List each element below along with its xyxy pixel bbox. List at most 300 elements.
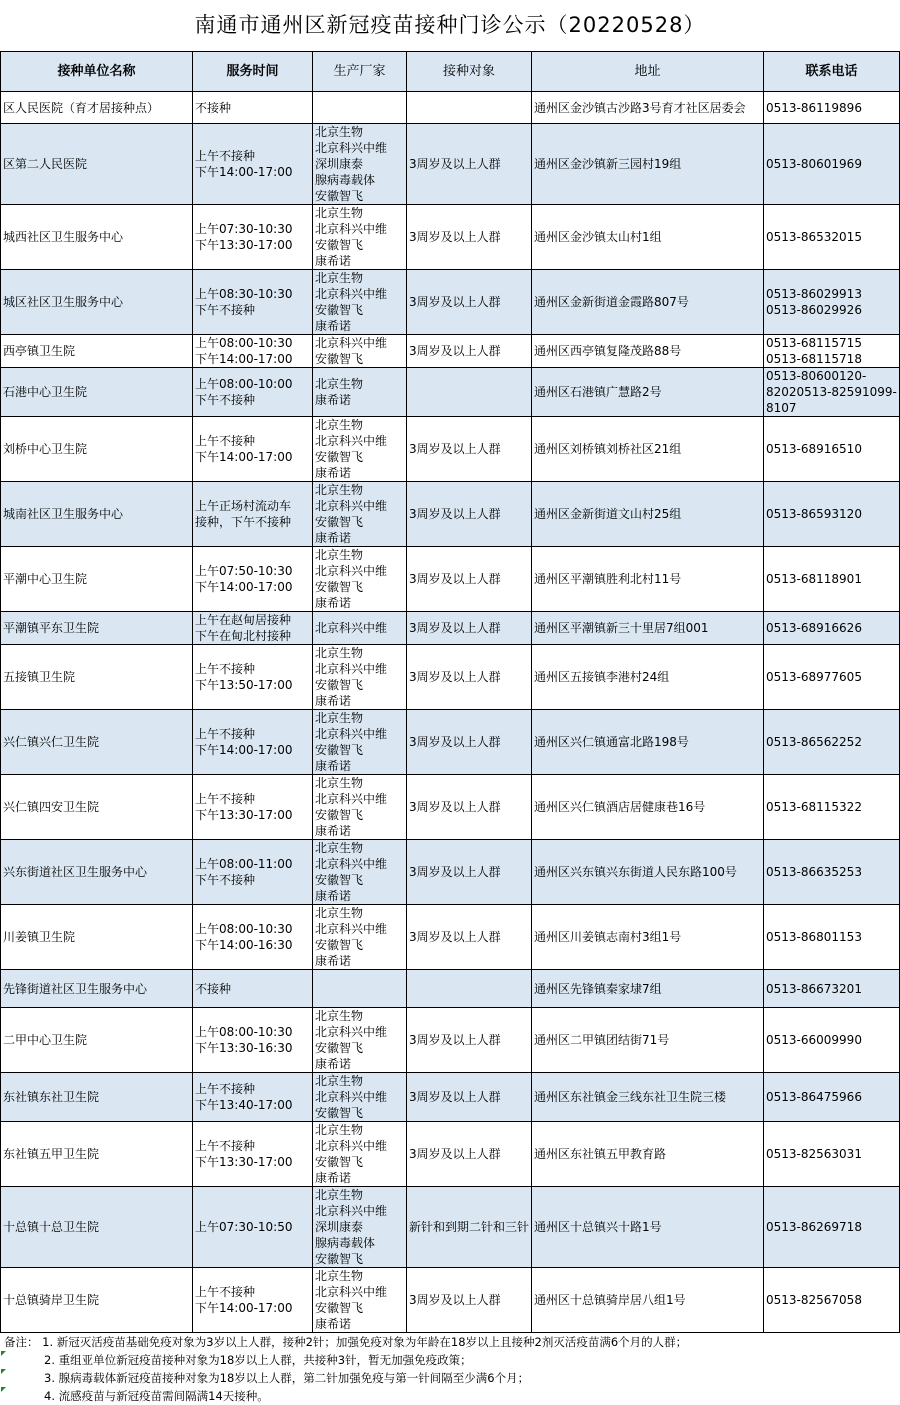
service-time-line: 下午14:00-17:00 [195,450,293,464]
phone-line: 0513-86562252 [766,735,862,749]
service-time [193,710,313,775]
manufacturers [313,775,407,840]
table-row [1,368,900,417]
target-group: 新针和到期二针和三针 [407,1187,532,1268]
manufacturers-line: 安徽智飞 [315,1301,364,1315]
address: 通州区东社镇金三线东社卫生院三楼 [532,1073,764,1122]
service-time-line: 上午不接种 [195,1139,256,1153]
target-group: 3周岁及以上人群 [407,645,532,710]
table-row [1,1122,900,1187]
service-time [193,205,313,270]
phone [764,840,900,905]
header-unit-name: 接种单位名称 [1,52,193,92]
manufacturers-line: 北京生物 [315,646,364,660]
phone [764,710,900,775]
note-item [0,1351,900,1369]
service-time-line: 下午13:30-17:00 [195,808,293,822]
phone [764,335,900,368]
manufacturers-line: 北京科兴中维 [315,1285,388,1299]
service-time [193,368,313,417]
service-time-line: 下午在甸北村接种 [195,629,292,643]
manufacturers-line: 安徽智飞 [315,450,364,464]
note-text: 4. 流感疫苗与新冠疫苗需间隔满14天接种。 [44,1389,269,1403]
unit-name: 东社镇五甲卫生院 [1,1122,193,1187]
target-group: 3周岁及以上人群 [407,335,532,368]
phone-line: 82020513-82591099- [766,385,897,399]
manufacturers-line: 安徽智飞 [315,938,364,952]
page-title: 南通市通州区新冠疫苗接种门诊公示（20220528） [194,13,706,37]
table-row [1,482,900,547]
manufacturers-line: 北京科兴中维 [315,1139,388,1153]
manufacturers [313,645,407,710]
manufacturers-line: 安徽智飞 [315,808,364,822]
unit-name: 兴仁镇四安卫生院 [1,775,193,840]
address: 通州区五接镇李港村24组 [532,645,764,710]
manufacturers-line: 康希诺 [315,824,352,838]
service-time [193,270,313,335]
manufacturers [313,905,407,970]
phone [764,1008,900,1073]
service-time [193,1073,313,1122]
address: 通州区二甲镇团结街71号 [532,1008,764,1073]
target-group: 3周岁及以上人群 [407,482,532,547]
table-row [1,335,900,368]
manufacturers-line: 安徽智飞 [315,1155,364,1169]
manufacturers-line: 康希诺 [315,889,352,903]
manufacturers [313,205,407,270]
manufacturers-line: 安徽智飞 [315,1106,364,1120]
manufacturers-line: 腺病毒载体 [315,1236,376,1250]
service-time [193,92,313,124]
manufacturers-line: 北京科兴中维 [315,1090,388,1104]
manufacturers-line: 北京生物 [315,1188,364,1202]
service-time [193,1268,313,1333]
service-time-line: 不接种 [195,100,232,115]
phone-line: 0513-86801153 [766,930,862,944]
phone-line: 8107 [766,401,797,415]
address: 通州区西亭镇复隆茂路88号 [532,335,764,368]
manufacturers-line: 安徽智飞 [315,743,364,757]
manufacturers [313,612,407,645]
manufacturers-line: 北京科兴中维 [315,857,388,871]
address: 通州区金沙镇古沙路3号育才社区居委会 [532,92,764,124]
unit-name: 石港中心卫生院 [1,368,193,417]
table-row [1,840,900,905]
target-group: 3周岁及以上人群 [407,124,532,205]
manufacturers [313,92,407,124]
manufacturers [313,270,407,335]
phone-line: 0513-86673201 [766,981,862,996]
manufacturers-line: 康希诺 [315,694,352,708]
table-row [1,547,900,612]
unit-name: 区第二人民医院 [1,124,193,205]
unit-name: 先锋街道社区卫生服务中心 [1,970,193,1008]
phone-line: 0513-86532015 [766,230,862,244]
address: 通州区金新街道文山村25组 [532,482,764,547]
manufacturers [313,1008,407,1073]
manufacturers-line: 北京生物 [315,377,364,391]
table-row [1,710,900,775]
target-group: 3周岁及以上人群 [407,840,532,905]
manufacturers-line: 康希诺 [315,954,352,968]
manufacturers [313,970,407,1008]
service-time [193,335,313,368]
table-row [1,270,900,335]
cell-marker-icon [1,1369,6,1374]
phone [764,970,900,1008]
unit-name: 平潮镇平东卫生院 [1,612,193,645]
service-time-line: 下午14:00-17:00 [195,580,293,594]
manufacturers-line: 北京科兴中维 [315,922,388,936]
phone [764,1187,900,1268]
manufacturers-line: 安徽智飞 [315,238,364,252]
manufacturers [313,1187,407,1268]
manufacturers-line: 安徽智飞 [315,189,364,203]
table-header-row [1,52,900,92]
unit-name: 东社镇东社卫生院 [1,1073,193,1122]
phone-line: 0513-86593120 [766,507,862,521]
address: 通州区金沙镇新三园村19组 [532,124,764,205]
phone [764,270,900,335]
manufacturers [313,1073,407,1122]
manufacturers-line: 康希诺 [315,319,352,333]
service-time-line: 下午13:50-17:00 [195,678,293,692]
phone-line: 0513-86029913 [766,287,862,301]
service-time-line: 下午14:00-17:00 [195,743,293,757]
service-time [193,905,313,970]
note-item [0,1369,900,1387]
service-time-line: 上午07:50-10:30 [195,564,293,578]
unit-name: 城区社区卫生服务中心 [1,270,193,335]
manufacturers-line: 北京科兴中维 [315,792,388,806]
manufacturers-line: 康希诺 [315,393,352,407]
manufacturers-line: 安徽智飞 [315,1252,364,1266]
phone-line: 0513-86475966 [766,1090,862,1104]
service-time [193,840,313,905]
note-item [0,1387,900,1405]
phone-line: 0513-80600120- [766,369,867,383]
phone-line: 0513-68916626 [766,621,862,635]
manufacturers-line: 安徽智飞 [315,1041,364,1055]
unit-name: 十总镇十总卫生院 [1,1187,193,1268]
manufacturers-line: 北京科兴中维 [315,499,388,513]
manufacturers-line: 北京生物 [315,776,364,790]
service-time-line: 下午不接种 [195,873,256,887]
table-row [1,645,900,710]
manufacturers-line: 安徽智飞 [315,678,364,692]
phone [764,1122,900,1187]
note-item [0,1333,900,1351]
phone [764,547,900,612]
service-time [193,547,313,612]
manufacturers-line: 康希诺 [315,759,352,773]
phone-line: 0513-68916510 [766,442,862,456]
phone [764,775,900,840]
service-time-line: 上午不接种 [195,1082,256,1096]
target-group: 3周岁及以上人群 [407,1268,532,1333]
table-row [1,92,900,124]
target-group: 3周岁及以上人群 [407,547,532,612]
manufacturers-line: 安徽智飞 [315,515,364,529]
manufacturers-line: 北京生物 [315,125,364,139]
unit-name: 兴仁镇兴仁卫生院 [1,710,193,775]
service-time-line: 上午不接种 [195,727,256,741]
manufacturers-line: 北京生物 [315,711,364,725]
service-time-line: 上午07:30-10:50 [195,1220,293,1234]
manufacturers-line: 康希诺 [315,1317,352,1331]
phone-line: 0513-68115322 [766,800,862,814]
manufacturers-line: 腺病毒载体 [315,173,376,187]
service-time [193,1008,313,1073]
address: 通州区平潮镇新三十里居7组001 [532,612,764,645]
manufacturers-line: 北京科兴中维 [315,1025,388,1039]
service-time-line: 上午不接种 [195,662,256,676]
table-row [1,1268,900,1333]
service-time-line: 下午不接种 [195,303,256,317]
manufacturers-line: 北京科兴中维 [315,222,388,236]
table-row [1,417,900,482]
header-manufacturer: 生产厂家 [313,52,407,92]
address: 通州区石港镇广慧路2号 [532,368,764,417]
header-service-time: 服务时间 [193,52,313,92]
phone [764,124,900,205]
service-time [193,970,313,1008]
cell-marker-icon [1,1387,6,1392]
target-group [407,368,532,417]
note-text: 2. 重组亚单位新冠疫苗接种对象为18岁以上人群，共接种3针，暂无加强免疫政策； [44,1353,472,1367]
unit-name: 二甲中心卫生院 [1,1008,193,1073]
manufacturers-line: 北京生物 [315,1123,364,1137]
service-time [193,482,313,547]
address: 通州区金新街道金霞路807号 [532,270,764,335]
manufacturers-line: 北京科兴中维 [315,621,388,635]
service-time-line: 下午14:00-16:30 [195,938,293,952]
manufacturers-line: 北京生物 [315,1009,364,1023]
service-time-line: 下午不接种 [195,393,256,407]
table-row [1,205,900,270]
table-row [1,970,900,1008]
service-time-line: 下午13:30-17:00 [195,1155,293,1169]
header-phone: 联系电话 [764,52,900,92]
manufacturers-line: 北京生物 [315,841,364,855]
phone-line: 0513-82563031 [766,1147,862,1161]
manufacturers-line: 北京科兴中维 [315,727,388,741]
target-group: 3周岁及以上人群 [407,1008,532,1073]
phone-line: 0513-86119896 [766,100,862,115]
manufacturers-line: 深圳康泰 [315,157,364,171]
target-group: 3周岁及以上人群 [407,417,532,482]
note-text: 3. 腺病毒载体新冠疫苗接种对象为18岁以上人群，第二针加强免疫与第一针间隔至少满6个月； [44,1371,530,1385]
unit-name: 城南社区卫生服务中心 [1,482,193,547]
manufacturers-line: 北京生物 [315,271,364,285]
service-time-line: 上午08:00-11:00 [195,857,293,871]
note-text: 备注： 1. 新冠灭活疫苗基础免疫对象为3岁以上人群，接种2针；加强免疫对象为年龄在18岁以上且接种2剂灭活疫苗满6个月的人群； [4,1335,688,1349]
address: 通州区兴东镇兴东街道人民东路100号 [532,840,764,905]
manufacturers-line: 康希诺 [315,254,352,268]
service-time [193,417,313,482]
phone-line: 0513-86269718 [766,1220,862,1234]
phone [764,368,900,417]
manufacturers-line: 康希诺 [315,1171,352,1185]
manufacturers-line: 安徽智飞 [315,352,364,366]
phone-line: 0513-82567058 [766,1293,862,1307]
service-time [193,1122,313,1187]
phone-line: 0513-68115718 [766,352,862,366]
manufacturers-line: 康希诺 [315,531,352,545]
manufacturers [313,1268,407,1333]
notes-section [0,1333,900,1405]
address: 通州区先锋镇秦家埭7组 [532,970,764,1008]
manufacturers-line: 北京生物 [315,1074,364,1088]
address: 通州区金沙镇太山村1组 [532,205,764,270]
manufacturers-line: 安徽智飞 [315,873,364,887]
unit-name: 川姜镇卫生院 [1,905,193,970]
manufacturers [313,710,407,775]
phone-line: 0513-66009990 [766,1033,862,1047]
target-group: 3周岁及以上人群 [407,1073,532,1122]
service-time-line: 上午不接种 [195,792,256,806]
manufacturers-line: 深圳康泰 [315,1220,364,1234]
service-time-line: 上午不接种 [195,1285,256,1299]
address: 通州区十总镇兴十路1号 [532,1187,764,1268]
address: 通州区十总镇骑岸居八组1号 [532,1268,764,1333]
header-target-group: 接种对象 [407,52,532,92]
phone-line: 0513-68118901 [766,572,862,586]
address: 通州区川姜镇志南村3组1号 [532,905,764,970]
manufacturers [313,335,407,368]
manufacturers-line: 北京科兴中维 [315,287,388,301]
manufacturers-line: 北京科兴中维 [315,564,388,578]
manufacturers-line: 安徽智飞 [315,580,364,594]
address: 通州区东社镇五甲教育路 [532,1122,764,1187]
table-row [1,905,900,970]
unit-name: 平潮中心卫生院 [1,547,193,612]
phone-line: 0513-80601969 [766,157,862,171]
manufacturers-line: 北京科兴中维 [315,434,388,448]
manufacturers [313,124,407,205]
phone-line: 0513-68115715 [766,336,862,350]
manufacturers-line: 北京生物 [315,483,364,497]
manufacturers-line: 北京科兴中维 [315,662,388,676]
target-group: 3周岁及以上人群 [407,270,532,335]
service-time-line: 下午13:40-17:00 [195,1098,293,1112]
table-row [1,1008,900,1073]
service-time-line: 上午在赵甸居接种 [195,613,292,627]
manufacturers [313,417,407,482]
table-row [1,612,900,645]
unit-name: 刘桥中心卫生院 [1,417,193,482]
target-group: 3周岁及以上人群 [407,612,532,645]
service-time [193,124,313,205]
service-time-line: 上午08:00-10:30 [195,1025,293,1039]
manufacturers-line: 康希诺 [315,596,352,610]
manufacturers [313,840,407,905]
service-time-line: 下午14:00-17:00 [195,165,293,179]
target-group: 3周岁及以上人群 [407,205,532,270]
target-group: 3周岁及以上人群 [407,775,532,840]
manufacturers-line: 北京生物 [315,418,364,432]
service-time [193,775,313,840]
unit-name: 区人民医院（育才居接种点） [1,92,193,124]
service-time-line: 下午13:30-17:00 [195,238,293,252]
phone [764,482,900,547]
phone [764,1268,900,1333]
manufacturers-line: 北京生物 [315,906,364,920]
table-row [1,1073,900,1122]
service-time-line: 上午08:00-10:30 [195,336,293,350]
target-group [407,970,532,1008]
address: 通州区平潮镇胜利北村11号 [532,547,764,612]
manufacturers [313,547,407,612]
manufacturers-line: 北京生物 [315,548,364,562]
service-time-line: 上午08:30-10:30 [195,287,293,301]
target-group: 3周岁及以上人群 [407,710,532,775]
service-time-line: 上午08:00-10:30 [195,922,293,936]
service-time-line: 下午13:30-16:30 [195,1041,293,1055]
phone [764,1073,900,1122]
service-time-line: 不接种 [195,981,232,996]
address: 通州区刘桥镇刘桥社区21组 [532,417,764,482]
service-time-line: 上午07:30-10:30 [195,222,293,236]
manufacturers-line: 安徽智飞 [315,303,364,317]
cell-marker-icon [1,1351,6,1356]
service-time-line: 上午正场村流动车 [195,499,292,513]
manufacturers-line: 北京科兴中维 [315,336,388,350]
phone [764,417,900,482]
service-time [193,612,313,645]
unit-name: 西亭镇卫生院 [1,335,193,368]
service-time-line: 下午14:00-17:00 [195,1301,293,1315]
unit-name: 五接镇卫生院 [1,645,193,710]
table-row [1,775,900,840]
phone [764,205,900,270]
manufacturers [313,368,407,417]
service-time-line: 上午不接种 [195,149,256,163]
service-time-line: 上午08:00-10:00 [195,377,293,391]
table-row [1,1187,900,1268]
unit-name: 城西社区卫生服务中心 [1,205,193,270]
service-time [193,645,313,710]
manufacturers [313,1122,407,1187]
target-group: 3周岁及以上人群 [407,1122,532,1187]
address: 通州区兴仁镇通富北路198号 [532,710,764,775]
manufacturers-line: 北京科兴中维 [315,141,388,155]
service-time [193,1187,313,1268]
target-group [407,92,532,124]
phone-line: 0513-68977605 [766,670,862,684]
phone-line: 0513-86635253 [766,865,862,879]
phone [764,612,900,645]
clinic-table [0,51,900,1333]
manufacturers-line: 康希诺 [315,466,352,480]
manufacturers-line: 北京生物 [315,206,364,220]
service-time-line: 接种，下午不接种 [195,515,292,529]
phone-line: 0513-86029926 [766,303,862,317]
unit-name: 兴东街道社区卫生服务中心 [1,840,193,905]
manufacturers-line: 康希诺 [315,1057,352,1071]
phone [764,905,900,970]
phone [764,645,900,710]
phone [764,92,900,124]
manufacturers [313,482,407,547]
table-row [1,124,900,205]
manufacturers-line: 北京科兴中维 [315,1204,388,1218]
address: 通州区兴仁镇酒店居健康巷16号 [532,775,764,840]
manufacturers-line: 北京生物 [315,1269,364,1283]
header-address: 地址 [532,52,764,92]
unit-name: 十总镇骑岸卫生院 [1,1268,193,1333]
service-time-line: 上午不接种 [195,434,256,448]
